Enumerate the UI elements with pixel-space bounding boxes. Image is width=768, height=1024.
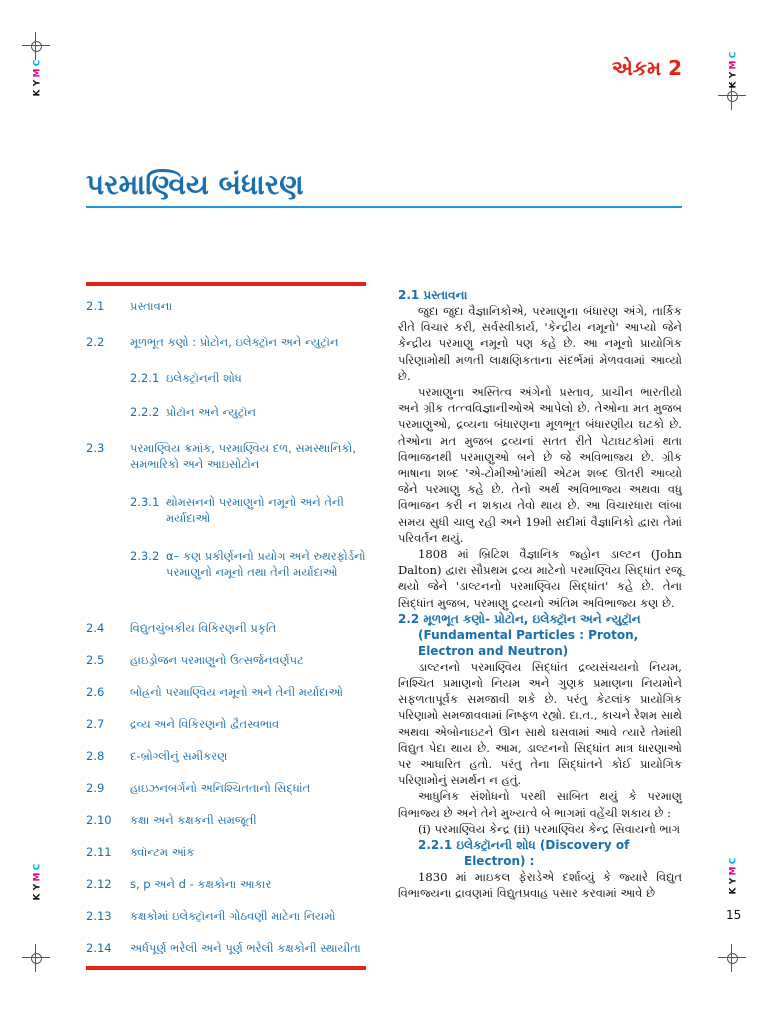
unit-label: એકમ 2: [611, 56, 682, 80]
section-heading-2-2-1: 2.2.1 ઇલેક્ટ્રૉનની શોધ (Discovery of: [418, 838, 630, 853]
registration-mark-left-top: [22, 32, 50, 60]
section-heading-2-2-english-line2: Electron and Neutron): [418, 643, 569, 658]
cmyk-label-left-bottom: C M Y K: [31, 863, 42, 901]
paragraph: પરમાણુના અસ્તિત્વ અંગેનો પ્રસ્તાવ, પ્રાચીન ભારતીયો અને ગ્રીક તત્ત્વવિજ્ઞાનીઓએ આપેલો છે. તેઓના મત મુજબ પરમાણુઓ, દ્રવ્યના બંધારણના મૂળભૂત બંધારણીય ઘટકો છે. તેઓના મત મુજબ દ્રવ્યનાં સતત રીતે પેટાઘટકોમાં થતા વિભાજનથી પરમાણુઓ બને છે જે અવિભાજ્ય છે. ગ્રીક ભાષાના શબ્દ 'એ-ટોમીઓ'માંથી એટમ શબ્દ ઊતરી આવ્યો જેને પરમાણુ કહે છે. તેનો અર્થ અવિભાજ્ય અથવા વધુ વિભાજન કરી ન શકાય તેવો થાય છે. આ વિચારધારા લાંબા સમય સુધી ચાલુ રહી અને 19મી સદીમાં વૈજ્ઞાનિકો દ્વારા તેમાં પરિવર્તન થયું.: [398, 385, 682, 545]
body-text-column: [398, 287, 682, 902]
section-heading-2-2: 2.2 મૂળભૂત કણો- પ્રોટોન, ઇલેક્ટ્રૉન અને ન્યુટ્રૉન: [398, 611, 641, 626]
section-heading-2-2-1-line2: Electron) :: [464, 854, 535, 869]
page-number: 15: [726, 908, 742, 922]
registration-mark-left-bottom: [22, 944, 50, 972]
registration-mark-right-bottom: [718, 944, 746, 972]
chapter-title: પરમાણ્વિય બંધારણ: [86, 168, 304, 201]
paragraph: 1830 માં માઇકલ ફેરાડેએ દર્શાવ્યું કે જ્યારે વિદ્યુત વિભાજ્યના દ્રાવણમાં વિદ્યુતપ્રવાહ પસાર કરવામાં આવે છે: [398, 870, 682, 901]
cmyk-label-right-bottom: C M Y K: [727, 857, 738, 895]
paragraph: ડાલ્ટનનો પરમાણ્વિય સિદ્ધાંત દ્રવ્યસંચયનો નિયમ, નિશ્ચિત પ્રમાણનો નિયમ અને ગુણક પ્રમાણના નિયમોને સફળતાપૂર્વક સમજાવી શકે છે. પરંતુ કેટલાંક પ્રાયોગિક પરિણામો સમજાવવામાં નિષ્ફળ રહ્યો. દા.ત., કાચને રેશમ સાથે અથવા એબોનાઇટને ઊન સાથે ઘસવામાં આવે ત્યારે તેમાંથી વિદ્યુત પેદા થાય છે. આમ, ડાલ્ટનનો સિદ્ધાંત માત્ર ધારણાઓ પર આધારિત હતો. પરંતુ તેના સિદ્ધાંતને કોઈ પ્રાયોગિક પરિણામોનું સમર્થન ન હતું.: [398, 659, 682, 788]
cmyk-label-right-top: C M Y K: [727, 51, 738, 89]
section-heading-2-1: 2.1 પ્રસ્તાવના: [398, 288, 468, 302]
title-underline: [86, 206, 682, 208]
paragraph: 1808 માં બ્રિટિશ વૈજ્ઞાનિક જ્હોન ડાલ્ટન (John Dalton) દ્વારા સૌપ્રથમ દ્રવ્ય માટેનો પરમાણ્વિય સિદ્ધાંત રજૂ થયો જેને 'ડાલ્ટનનો પરમાણ્વિય સિદ્ધાંત' કહે છે. તેના સિદ્ધાંત મુજબ, પરમાણુ દ્રવ્યનો અંતિમ અવિભાજ્ય કણ છે.: [398, 547, 682, 610]
paragraph: જુદા જુદા વૈજ્ઞાનિકોએ, પરમાણુના બંધારણ અંગે, તાર્કિક રીતે વિચાર કરી, સર્વસ્વીકાર્ય, 'કેન્દ્રીય નમૂનો' આપ્યો જેને કેન્દ્રીય પરમાણુ નમૂનો પણ કહે છે. આ નમૂનો પ્રાયોગિક પરિણામોથી મળતી લાક્ષણિકતાના સંદર્ભમાં મેળવવામાં આવ્યો છે.: [398, 304, 682, 383]
section-heading-2-2-english-line1: (Fundamental Particles : Proton,: [418, 627, 639, 642]
paragraph: આધુનિક સંશોધનો પરથી સાબિત થયું કે પરમાણુ વિભાજ્ય છે અને તેને મુખ્યત્વે બે ભાગમાં વહેંચી શકાય છે :: [398, 789, 682, 820]
toc-top-bar: [86, 282, 366, 286]
toc-bottom-bar: [86, 966, 366, 970]
cmyk-label-left-top: C M Y K: [31, 59, 42, 97]
list-item: (i) પરમાણ્વિય કેન્દ્ર (ii) પરમાણ્વિય કેન્દ્ર સિવાયનો ભાગ: [418, 821, 681, 836]
